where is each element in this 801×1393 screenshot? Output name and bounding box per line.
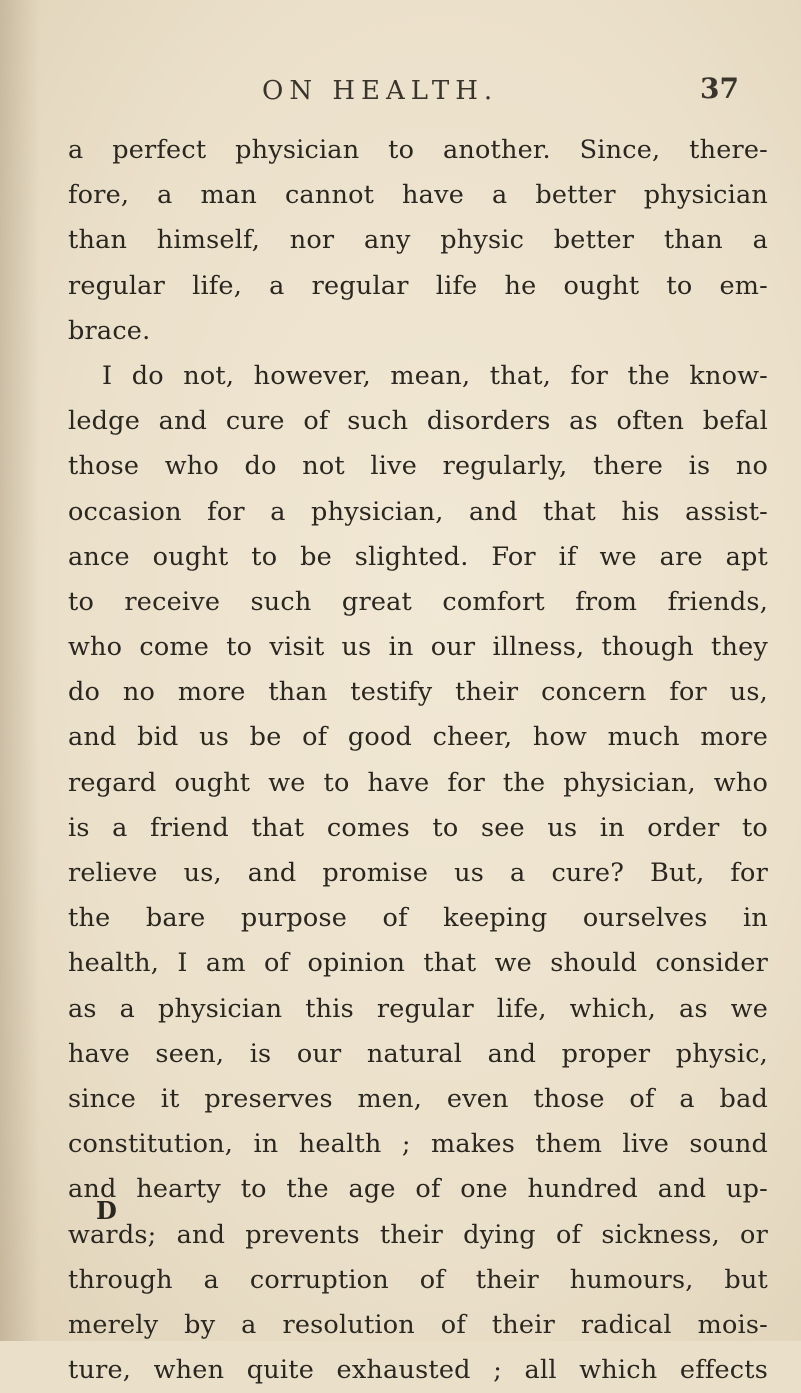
text-line: wards; and prevents their dying of sickness, or <box>68 1219 768 1250</box>
text-line: regular life, a regular life he ought to em- <box>68 270 768 301</box>
running-head <box>0 70 801 120</box>
text-line: ture, when quite exhausted ; all which effects <box>68 1355 768 1386</box>
text-line: occasion for a physician, and that his assist- <box>68 496 768 527</box>
signature-mark: D <box>96 1196 117 1225</box>
text-line: and hearty to the age of one hundred and up- <box>68 1174 768 1205</box>
text-line: through a corruption of their humours, but <box>68 1264 768 1295</box>
text-line: since it preserves men, even those of a bad <box>68 1083 768 1114</box>
text-line: have seen, is our natural and proper physic, <box>68 1038 768 1069</box>
text-line: the bare purpose of keeping ourselves in <box>68 903 768 934</box>
text-line: a perfect physician to another. Since, there- <box>68 135 768 165</box>
page-number: 37 <box>700 72 739 105</box>
text-line: ance ought to be slighted. For if we are apt <box>68 541 768 572</box>
text-line: and bid us be of good cheer, how much more <box>68 722 768 753</box>
text-line: constitution, in health ; makes them live sound <box>68 1129 768 1160</box>
text-line: regard ought we to have for the physician, who <box>68 767 768 798</box>
text-line: as a physician this regular life, which, as we <box>68 993 768 1024</box>
running-head-title: ON HEALTH. <box>262 76 499 106</box>
text-line: ledge and cure of such disorders as often befal <box>68 406 768 437</box>
text-line: than himself, nor any physic better than a <box>68 225 768 256</box>
text-line: who come to visit us in our illness, though they <box>68 632 768 663</box>
page-edge-shadow <box>0 0 40 1341</box>
body-text <box>68 128 768 1393</box>
text-line: do no more than testify their concern for us, <box>68 677 768 708</box>
text-line: fore, a man cannot have a better physician <box>68 180 768 211</box>
text-line: brace. <box>68 315 151 346</box>
text-line: relieve us, and promise us a cure? But, for <box>68 858 768 888</box>
text-line: merely by a resolution of their radical mois- <box>68 1309 768 1340</box>
text-line: health, I am of opinion that we should consider <box>68 948 768 979</box>
text-line: is a friend that comes to see us in order to <box>68 812 768 843</box>
text-line: those who do not live regularly, there is no <box>68 451 768 482</box>
text-line: to receive such great comfort from friends, <box>68 586 768 617</box>
text-line: I do not, however, mean, that, for the know- <box>102 360 768 391</box>
